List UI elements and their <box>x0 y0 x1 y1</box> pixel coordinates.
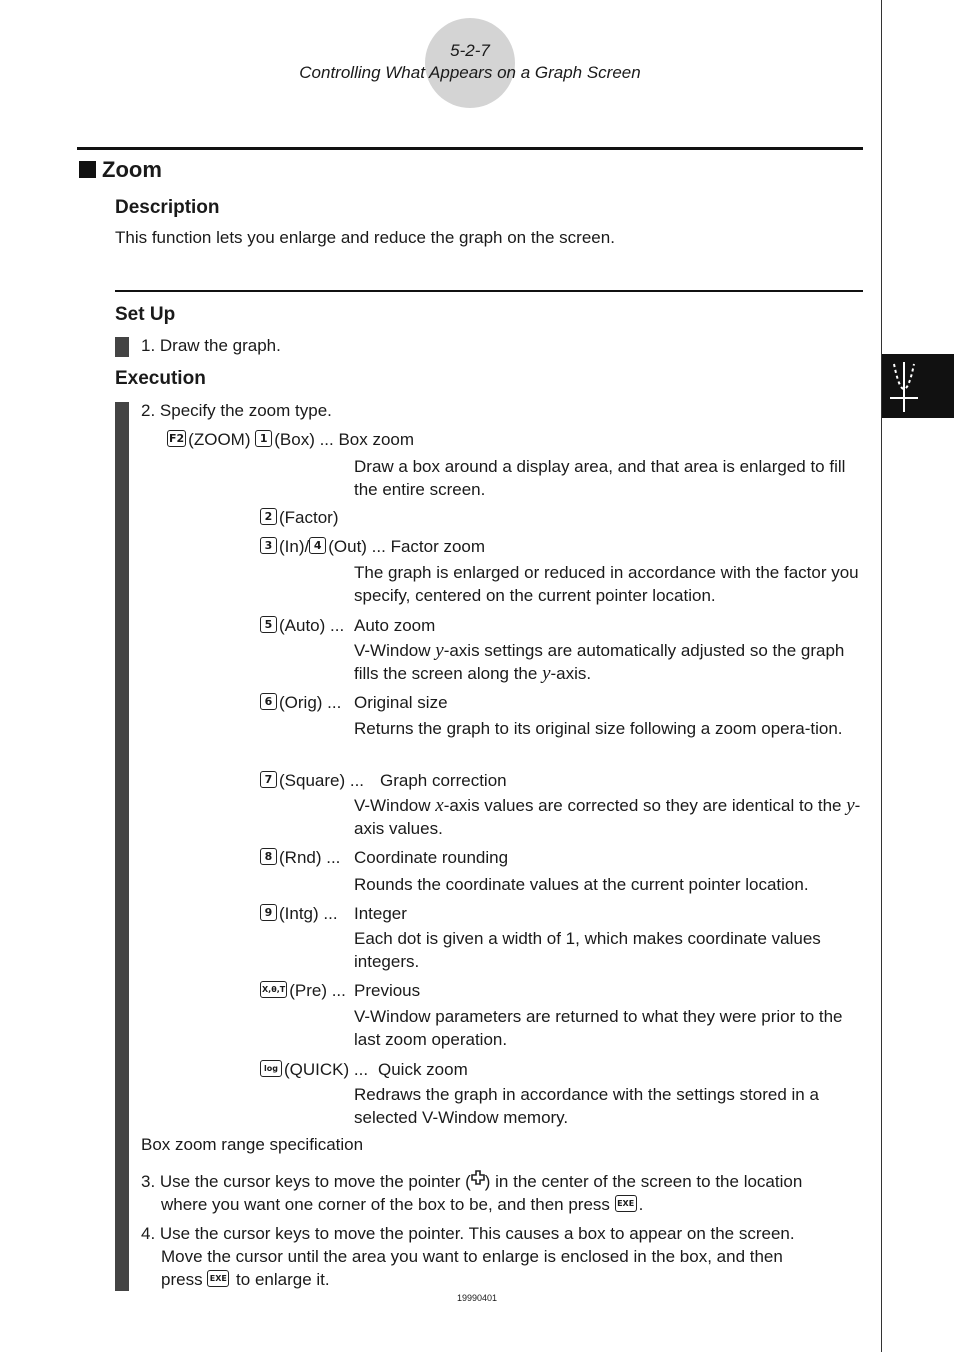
key-3-icon: 3 <box>260 537 277 554</box>
zoom-item-quick-desc: Redraws the graph in accordance with the settings stored in a selected V-Window memory. <box>354 1085 819 1127</box>
zoom-item-auto-name: Auto zoom <box>354 616 436 635</box>
zoom-item-orig: 6 (Orig) ... <box>260 691 341 714</box>
x-theta-t-key-icon: X,θ,T <box>260 981 287 998</box>
section-rule <box>77 147 863 150</box>
step4-line3: press EXE to enlarge it. <box>161 1270 330 1289</box>
key-6-icon: 6 <box>260 693 277 710</box>
zoom-item-intg-desc: Each dot is given a width of 1, which makes coordinate values integers. <box>354 929 821 971</box>
execution-step2: 2. Specify the zoom type. <box>141 401 332 420</box>
log-key-icon: log <box>260 1060 282 1077</box>
page-number: 5-2-7 <box>450 41 490 60</box>
zoom-item-square-desc: V-Window x-axis values are corrected so they are identical to the y-axis values. <box>354 795 861 838</box>
key-7-icon: 7 <box>260 771 277 788</box>
step3-line2: where you want one corner of the box to be, and then press EXE . <box>161 1195 644 1214</box>
setup-rule <box>115 290 863 292</box>
step3-line1: 3. Use the cursor keys to move the pointer ( ) in the center of the screen to the location <box>141 1170 802 1194</box>
zoom-item-box: F2 (ZOOM) 1 (Box) ... Box zoom <box>169 430 415 449</box>
page-title: Controlling What Appears on a Graph Screen <box>299 63 641 82</box>
key-9-icon: 9 <box>260 904 277 921</box>
execution-bar <box>115 402 129 1291</box>
section-bullet <box>79 161 96 178</box>
zoom-item-inout: 3 (In)/ 4 (Out) ... Factor zoom <box>260 535 485 558</box>
setup-heading: Set Up <box>115 304 176 325</box>
zoom-item-factor: 2 (Factor) <box>260 506 339 529</box>
exe-key-icon: EXE <box>615 1195 637 1212</box>
zoom-item-intg: 9 (Intg) ... <box>260 902 338 925</box>
key-2-icon: 2 <box>260 508 277 525</box>
exe-key-icon: EXE <box>207 1270 229 1287</box>
setup-bar <box>115 337 129 357</box>
zoom-item-square: 7 (Square) ... <box>260 769 364 792</box>
setup-step1: 1. Draw the graph. <box>141 336 281 355</box>
zoom-item-pre-name: Previous <box>354 981 421 1000</box>
step4-line2: Move the cursor until the area you want to enlarge is enclosed in the box, and then <box>161 1247 783 1266</box>
description-heading: Description <box>115 197 220 218</box>
zoom-item-inout-desc: The graph is enlarged or reduced in accordance with the factor you specify, centered on the current pointer location. <box>354 563 859 605</box>
chapter-tab <box>882 354 954 418</box>
zoom-item-orig-desc: Returns the graph to its original size following a zoom opera-tion. <box>354 719 843 738</box>
key-5-icon: 5 <box>260 616 277 633</box>
section-title: Zoom <box>102 157 162 182</box>
zoom-item-orig-name: Original size <box>354 693 448 712</box>
zoom-item-rnd: 8 (Rnd) ... <box>260 846 340 869</box>
key-4-icon: 4 <box>309 537 326 554</box>
description-text: This function lets you enlarge and reduce the graph on the screen. <box>115 228 615 247</box>
zoom-item-auto: 5 (Auto) ... <box>260 614 344 637</box>
zoom-item-rnd-desc: Rounds the coordinate values at the current pointer location. <box>354 875 809 894</box>
zoom-item-box-desc: Draw a box around a display area, and that area is enlarged to fill the entire screen. <box>354 457 846 499</box>
pointer-icon <box>471 1169 485 1192</box>
zoom-item-pre-desc: V-Window parameters are returned to what they were prior to the last zoom operation. <box>354 1007 843 1049</box>
step4-line1: 4. Use the cursor keys to move the pointer. This causes a box to appear on the screen. <box>141 1224 795 1243</box>
execution-heading: Execution <box>115 368 206 389</box>
footer-code: 19990401 <box>456 1293 498 1303</box>
zoom-item-intg-name: Integer <box>354 904 407 923</box>
zoom-item-auto-desc: V-Window y-axis settings are automatically adjusted so the graph fills the screen along the y-axis. <box>354 640 845 684</box>
zoom-item-pre: X,θ,T (Pre) ... <box>262 981 346 1000</box>
graph-tab-icon <box>882 354 954 418</box>
box-zoom-heading: Box zoom range specification <box>141 1135 364 1154</box>
zoom-item-rnd-name: Coordinate rounding <box>354 848 509 867</box>
key-1-icon: 1 <box>255 430 272 447</box>
zoom-item-quick: log (QUICK) ... <box>260 1058 368 1081</box>
key-8-icon: 8 <box>260 848 277 865</box>
page-edge-rule <box>881 0 882 1352</box>
zoom-item-square-name: Graph correction <box>380 771 507 790</box>
zoom-item-quick-name: Quick zoom <box>378 1060 468 1079</box>
f2-key-icon: F2 <box>169 432 185 446</box>
